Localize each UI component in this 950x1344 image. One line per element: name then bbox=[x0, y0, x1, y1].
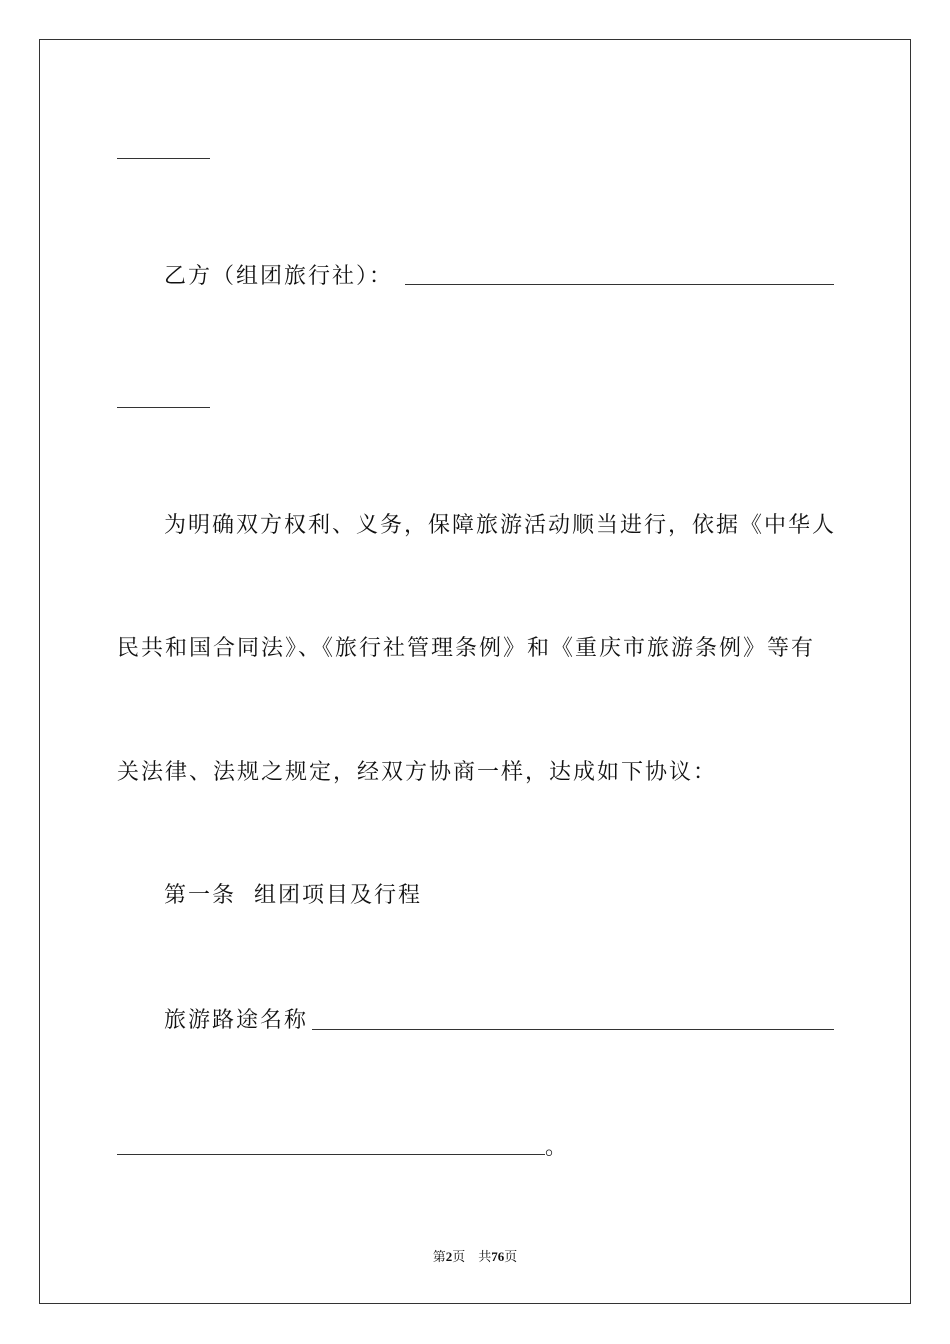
footer-total-suffix: 页 bbox=[504, 1249, 518, 1264]
paragraph-line-3: 关法律、法规之规定，经双方协商一样，达成如下协议： bbox=[117, 760, 718, 785]
party-b-field[interactable] bbox=[405, 284, 834, 285]
footer-prefix: 第 bbox=[432, 1249, 446, 1264]
footer-current-page: 2 bbox=[445, 1249, 453, 1264]
paragraph-line-1: 为明确双方权利、义务，保障旅游活动顺当进行，依据《中华人 bbox=[164, 513, 837, 538]
blank-line-continuation-2[interactable] bbox=[117, 407, 210, 408]
article-1-heading: 第一条 组团项目及行程 bbox=[164, 883, 422, 908]
route-end-mark: 。 bbox=[545, 1135, 570, 1160]
blank-line-continuation-1[interactable] bbox=[117, 158, 210, 159]
page-footer bbox=[0, 1248, 950, 1266]
footer-total-pages: 76 bbox=[491, 1249, 505, 1264]
party-b-label: 乙方（组团旅行社）： bbox=[164, 264, 394, 289]
paragraph-line-2: 民共和国合同法》、《旅行社管理条例》和《重庆市旅游条例》等有 bbox=[117, 636, 816, 661]
page-border bbox=[39, 39, 911, 1304]
footer-total-prefix: 共 bbox=[478, 1249, 492, 1264]
route-name-field[interactable] bbox=[312, 1029, 834, 1030]
footer-page-word: 页 bbox=[452, 1249, 466, 1264]
route-name-label: 旅游路途名称 bbox=[164, 1008, 309, 1033]
route-name-field-continuation[interactable] bbox=[117, 1154, 545, 1155]
